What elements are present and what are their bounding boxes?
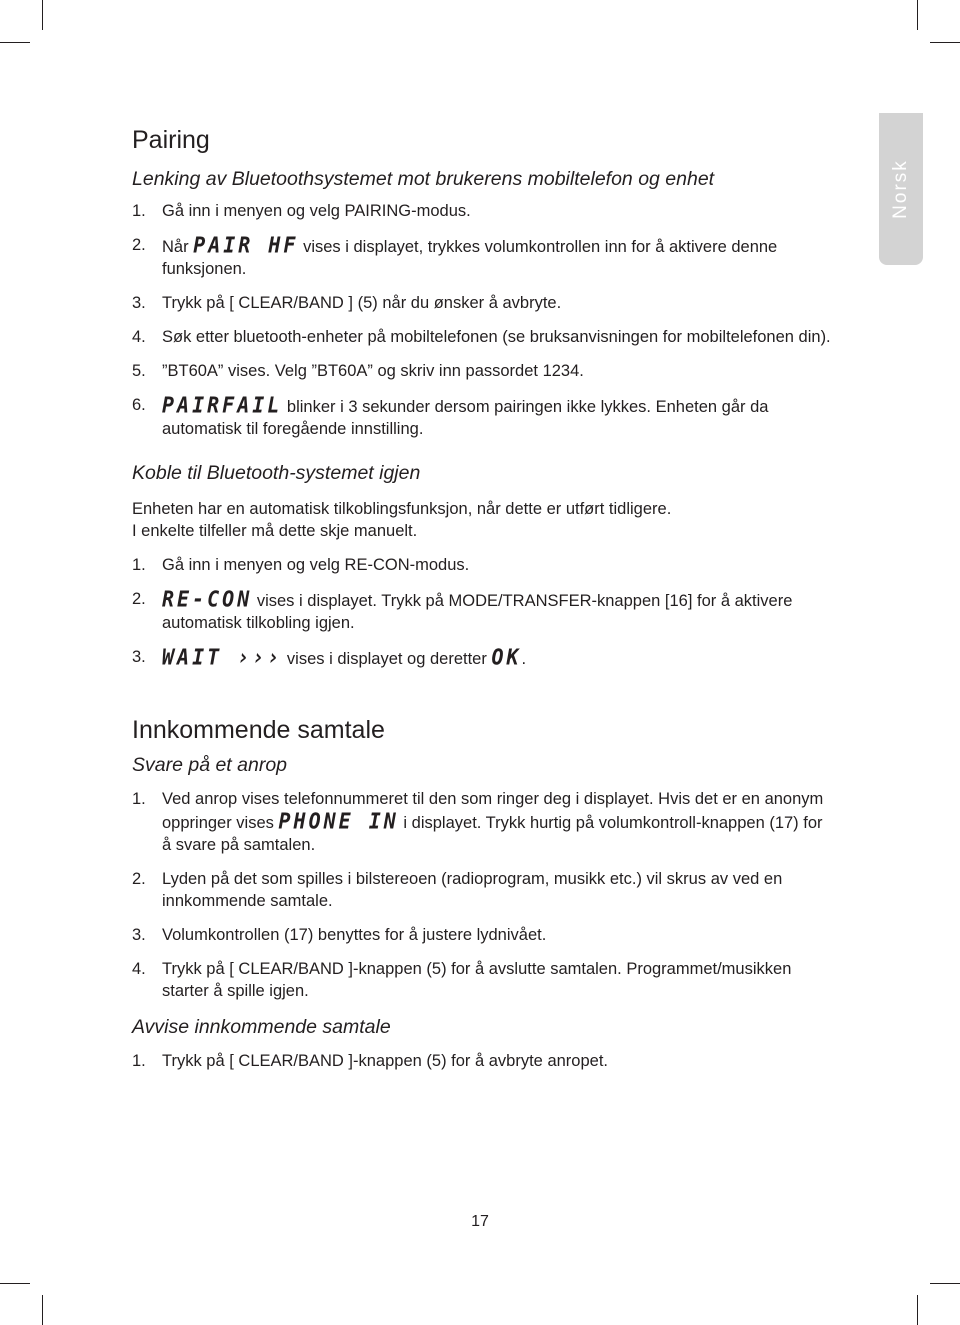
list-item: 1. Ved anrop vises telefonnummeret til den som ringer deg i displayet. Hvis det er en anonym oppringer vises PHONE IN i displayet. Trykk hurtig på volumkontroll-knappen (17) for å svare på samtalen. [132, 790, 824, 854]
list-item: 6. PAIRFAIL blinker i 3 sekunder dersom pairingen ikke lykkes. Enheten går da automatisk til foregående innstilling. [132, 391, 769, 438]
list-item: 1. Gå inn i menyen og velg PAIRING-modus. [132, 202, 471, 220]
list-item: 3. Volumkontrollen (17) benyttes for å justere lydnivået. [132, 926, 547, 944]
language-tab [879, 113, 923, 265]
lcd-display-text: PAIRFAIL [162, 391, 283, 419]
crop-mark [930, 42, 960, 43]
lcd-display-text: RE-CON [162, 585, 253, 613]
list-item: 5. ”BT60A” vises. Velg ”BT60A” og skriv inn passordet 1234. [132, 362, 584, 380]
crop-mark [42, 0, 43, 30]
section-subtitle: Koble til Bluetooth-systemet igjen [132, 462, 421, 484]
page-number: 17 [471, 1213, 489, 1230]
paragraph: I enkelte tilfeller må dette skje manuelt. [132, 522, 418, 540]
section-title-incoming-call: Innkommende samtale [132, 716, 385, 744]
crop-mark [0, 42, 30, 43]
section-subtitle: Lenking av Bluetoothsystemet mot brukerens mobiltelefon og enhet [132, 168, 715, 190]
list-item: 3. Trykk på [ CLEAR/BAND ] (5) når du ønsker å avbryte. [132, 294, 562, 312]
crop-mark [930, 1283, 960, 1284]
crop-mark [0, 1283, 30, 1284]
list-item: 3. WAIT ››› vises i displayet og deretter OK. [132, 643, 527, 671]
crop-mark [917, 1295, 918, 1325]
list-item: 2. Når PAIR HF vises i displayet, trykkes volumkontrollen inn for å aktivere denne funksjonen. [132, 231, 778, 278]
list-item: 4. Søk etter bluetooth-enheter på mobiltelefonen (se bruksanvisningen for mobiltelefonen din). [132, 328, 831, 346]
crop-mark [917, 0, 918, 30]
section-subtitle: Avvise innkommende samtale [132, 1016, 391, 1038]
list-item: 4. Trykk på [ CLEAR/BAND ]-knappen (5) for å avslutte samtalen. Programmet/musikken starter å spille igjen. [132, 960, 792, 1000]
lcd-display-text: PHONE IN [278, 807, 399, 835]
paragraph: Enheten har en automatisk tilkoblingsfunksjon, når dette er utført tidligere. [132, 500, 672, 518]
crop-mark [42, 1295, 43, 1325]
language-tab-label: Norsk [890, 159, 911, 219]
list-item: 1. Trykk på [ CLEAR/BAND ]-knappen (5) for å avbryte anropet. [132, 1052, 608, 1070]
list-item: 2. RE-CON vises i displayet. Trykk på MODE/TRANSFER-knappen [16] for å aktivere automatisk tilkobling igjen. [132, 585, 793, 632]
section-title-pairing: Pairing [132, 126, 210, 154]
list-item: 1. Gå inn i menyen og velg RE-CON-modus. [132, 556, 470, 574]
lcd-display-text: PAIR HF [193, 231, 299, 259]
lcd-display-text: OK [491, 643, 522, 671]
list-item: 2. Lyden på det som spilles i bilstereoen (radioprogram, musikk etc.) vil skrus av ved en innkommende samtale. [132, 870, 783, 910]
page-content [132, 124, 832, 1072]
section-subtitle: Svare på et anrop [132, 754, 288, 776]
lcd-display-text: WAIT ››› [162, 643, 283, 671]
